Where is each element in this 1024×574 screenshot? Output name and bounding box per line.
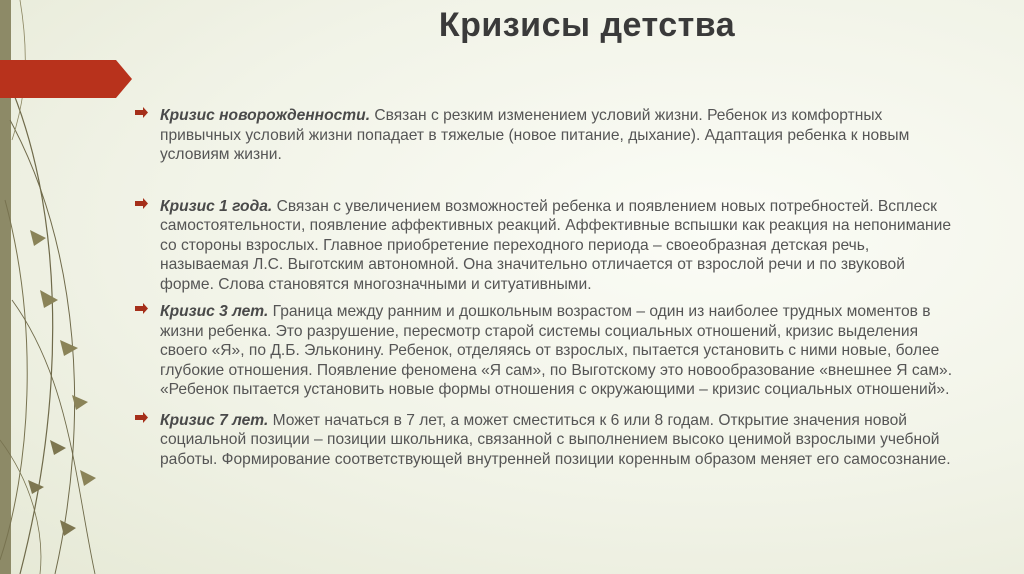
bullet-item (132, 302, 962, 400)
bullet-text: Граница между ранним и дошкольным возрастом – один из наиболее трудных моментов в жизни ребенка. Это разрушение, пересмотр старой системы социальных отношений, кризис выделения своего «Я», по Д.Б. Эльконину. Ребенок, отделяясь от взрослых, пытается установить с ними новые, более глубокие отношения. Появление феномена «Я сам», по Выготскому это новообразование «внешнее Я сам». «Ребенок пытается установить новые формы отношения с окружающими – кризис социальных отношений». (160, 303, 953, 398)
bullet-text: Связан с резким изменением условий жизни. Ребенок из комфортных привычных условий жизни попадает в тяжелые (новое питание, дыхание). Адаптация ребенка к новым условиям жизни. (160, 107, 910, 163)
bullet-lead: Кризис 3 лет. (160, 303, 269, 320)
bullet-lead: Кризис новорожденности. (160, 107, 371, 124)
bullet-item (132, 197, 962, 295)
accent-tab (0, 60, 132, 98)
arrow-bullet-icon (134, 303, 148, 317)
bullet-text: Связан с увеличением возможностей ребенка и появлением новых потребностей. Всплеск самостоятельности, появление аффективных реакций. Аффективные вспышки как реакция на непонимание со стороны взрослых. Главное приобретение переходного периода – своеобразная детская речь, называемая Л.С. Выготским автономной. Она значительно отличается от взрослой речи и по звуковой форме. Слова становятся многозначными и ситуативными. (160, 197, 951, 293)
bullet-item (132, 106, 962, 165)
bullet-lead: Кризис 7 лет. (160, 411, 269, 429)
bullet-item (132, 411, 962, 470)
slide-title: Кризисы детства (438, 6, 736, 44)
bullet-lead: Кризис 1 года. (160, 197, 273, 215)
arrow-bullet-icon (134, 198, 148, 212)
arrow-bullet-icon (134, 107, 148, 121)
arrow-bullet-icon (134, 412, 148, 426)
bullet-list (132, 106, 962, 469)
bullet-text: Может начаться в 7 лет, а может сместиться к 6 или 8 годам. Открытие значения новой социальной позиции – позиции школьника, связанной с выполнением высоко ценимой взрослыми учебной работы. Формирование соответствующей внутренней позиции коренным образом меняет его самосознание. (160, 411, 951, 468)
